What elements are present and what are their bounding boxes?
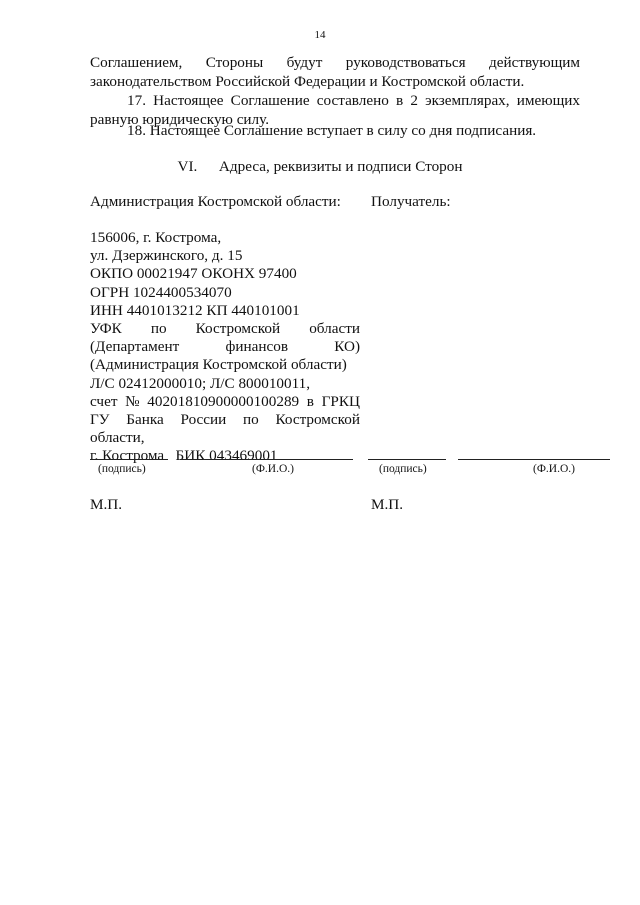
word: руководствоваться: [345, 54, 466, 71]
paragraph-continuation: [90, 53, 580, 91]
section-title: Адреса, реквизиты и подписи Сторон: [218, 158, 463, 175]
section-number: VI.: [177, 158, 198, 175]
left-party-label: Администрация Костромской области:: [90, 193, 341, 210]
ogrn: ОГРН 1024400534070: [90, 283, 232, 301]
left-signature-caption: (подпись): [98, 463, 146, 475]
inn-kpp: ИНН 4401013212 КП 440101001: [90, 301, 300, 319]
page-number: 14: [314, 29, 326, 41]
city-bik: г. Кострома БИК 043469001: [90, 447, 278, 465]
personal-accounts: Л/С 02412000010; Л/С 800010011,: [90, 374, 311, 392]
right-signature-line: [368, 459, 446, 460]
word: действующим: [489, 54, 580, 71]
region-line: области,: [90, 429, 145, 447]
paragraph-17: 17. Настоящее Соглашение составлено в 2 экземплярах, имеющих равную юридическую силу.: [90, 92, 580, 128]
paragraph-line: [90, 53, 580, 72]
right-seal-mark: М.П.: [371, 496, 404, 513]
word: будут: [286, 54, 323, 71]
left-name-line: [180, 459, 353, 460]
right-signature-caption: (подпись): [379, 463, 427, 475]
left-seal-mark: М.П.: [90, 496, 123, 513]
word: Соглашением,: [90, 54, 183, 71]
right-name-line: [458, 459, 610, 460]
administration-line: (Администрация Костромской области): [90, 356, 347, 374]
ufk-line: УФК по Костромской области: [90, 320, 360, 338]
settlement-account: счет № 40201810900000100289 в ГРКЦ: [90, 392, 360, 410]
left-party-requisites: [90, 229, 360, 466]
okpo-okonh: ОКПО 00021947 ОКОНХ 97400: [90, 265, 297, 283]
left-signature-line: [90, 459, 168, 460]
paragraph-18: 18. Настоящее Соглашение вступает в силу со дня подписания.: [127, 122, 537, 139]
bank-line: ГУ Банка России по Костромской: [90, 411, 360, 429]
word: Стороны: [205, 54, 264, 71]
right-party-label: Получатель:: [371, 193, 451, 210]
address-line: ул. Дзержинского, д. 15: [90, 247, 243, 265]
department-line: (Департамент финансов КО): [90, 338, 360, 356]
section-heading: [0, 157, 640, 176]
right-name-caption: (Ф.И.О.): [533, 463, 575, 475]
left-name-caption: (Ф.И.О.): [252, 463, 294, 475]
address-line: 156006, г. Кострома,: [90, 229, 222, 246]
paragraph-line: законодательством Российской Федерации и Костромской области.: [90, 73, 525, 90]
